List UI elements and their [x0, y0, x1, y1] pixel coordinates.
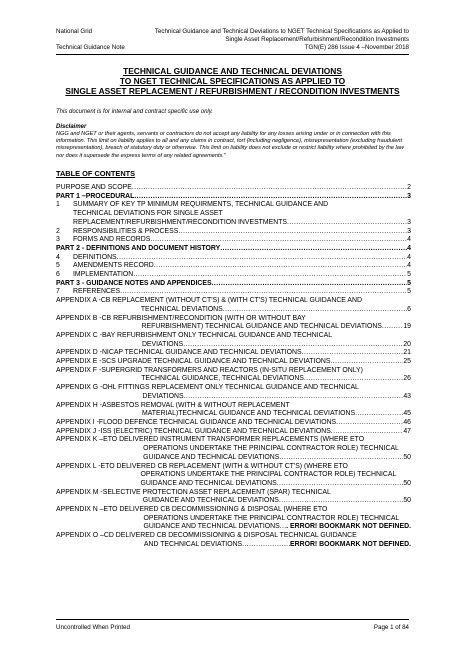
toc-leader-dots	[330, 358, 403, 367]
toc-entry-body	[73, 271, 411, 280]
toc-entry[interactable]	[56, 245, 411, 254]
page-number: Page 1 of 84	[373, 624, 409, 631]
header-title-line2: Single Asset Replacement/Refurbishment/Recondition Investments	[225, 36, 409, 43]
toc-entry-number: 7	[56, 288, 60, 296]
toc-page-number: 26	[403, 375, 411, 383]
toc-entry-body	[102, 358, 411, 367]
toc-entry[interactable]	[56, 315, 411, 332]
toc-entry-number: 3	[56, 236, 60, 244]
toc-entry[interactable]	[56, 463, 411, 489]
toc-leader-dots	[279, 497, 403, 506]
toc-entry-text: REPLACEMENT/REFURBISHMENT/RECONDITION INVESTMENTS	[73, 218, 288, 226]
toc-leader-dots	[336, 419, 403, 428]
toc-entry-number: APPENDIX J -	[56, 427, 101, 435]
toc-entry-number: APPENDIX F -	[56, 366, 102, 374]
toc-leader-dots	[223, 306, 407, 315]
toc-entry-line	[73, 288, 411, 297]
toc-page-number: 21	[403, 349, 411, 357]
toc-entry-line	[103, 454, 411, 463]
toc-entry[interactable]	[56, 297, 411, 314]
toc-page-number: 50	[403, 479, 411, 487]
toc-entry-body	[73, 201, 411, 227]
toc-entry[interactable]	[56, 236, 411, 245]
toc-entry-text: PART 1 –PROCEDURAL	[56, 192, 135, 200]
toc-entry-line: OHL FITTINGS REPLACEMENT ONLY TECHNICAL GUIDANCE AND TECHNICAL	[102, 384, 359, 392]
toc-entry-body	[73, 228, 411, 237]
toc-entry-body	[56, 184, 411, 193]
toc-entry-text: FLOOD DEFENCE TECHNICAL GUIDANCE AND TECHNICAL DEVIATIONS	[98, 418, 337, 426]
toc-page-number: 5	[407, 279, 411, 287]
toc-entry-text: REFURBISHMENT) TECHNICAL GUIDANCE AND TECHNICAL DEVIATIONS	[141, 323, 382, 331]
toc-leader-dots	[382, 323, 403, 332]
footer-rule	[56, 619, 409, 620]
toc-entry-text: GUIDANCE AND TECHNICAL DEVIATIONS	[143, 523, 280, 531]
toc-entry[interactable]	[56, 349, 411, 358]
toc-entry-body	[104, 532, 411, 549]
toc-entry-body	[99, 419, 411, 428]
toc-entry[interactable]	[56, 358, 411, 367]
toc-page-number: 6	[407, 305, 411, 313]
toc-entry-body	[101, 367, 411, 384]
toc-entry-text: FORMS AND RECORDS	[73, 236, 151, 244]
disclaimer-text: NGG and NGET or their agents, servants or contractors do not accept any liability for any losses arising under or in connection with this information. This limit on liability applies to all and any claims in contract, tort (including negligence), misrepresentation (excluding fraudulent misrepresentation), breach of statutory duty or otherwise. This limit on liability does not exclude or restrict liability where prohibited by the law nor does it supersede the express terms of any related agreements."	[56, 131, 404, 159]
org-name: National Grid	[56, 28, 93, 35]
toc-page-number: 3	[407, 192, 411, 200]
toc-entry[interactable]	[56, 532, 411, 549]
toc-entry[interactable]	[56, 384, 411, 401]
toc-entry-line	[73, 236, 411, 245]
toc-entry-line: OPERATIONS UNDERTAKE THE PRINCIPAL CONTRACTOR ROLE) TECHNICAL	[143, 514, 400, 522]
toc-entry[interactable]	[56, 288, 411, 297]
toc-entry-text: RESPONSIBILITIES & PROCESS	[73, 227, 179, 235]
toc-entry-line: BAY REFURBISHMENT ONLY TECHNICAL GUIDANCE AND TECHNICAL	[101, 331, 333, 339]
toc-leader-dots	[287, 219, 407, 228]
toc-entry-line	[73, 262, 411, 271]
internal-use-note: This document is for internal and contract specific use only.	[56, 109, 213, 115]
toc-entry-number: APPENDIX M -	[56, 488, 103, 496]
table-of-contents	[56, 184, 411, 550]
toc-entry-number: 1	[56, 201, 60, 209]
footer-left: Uncontrolled When Printed	[56, 624, 130, 631]
toc-entry-line	[99, 419, 411, 428]
toc-entry[interactable]	[56, 271, 411, 280]
toc-entry-line	[102, 323, 411, 332]
document-title	[56, 66, 409, 96]
toc-leader-dots	[117, 254, 408, 263]
toc-entry-line: CB REFURBISHMENT/RECONDITION (WITH OR WITHOUT BAY	[101, 314, 306, 322]
toc-entry-body	[56, 280, 411, 289]
toc-leader-dots	[355, 410, 403, 419]
toc-page-number: 4	[407, 236, 411, 244]
toc-entry-line	[103, 497, 411, 506]
toc-entry-line: OPERATIONS UNDERTAKE THE PRINCIPAL CONTRACTOR ROLE) TECHNICAL	[143, 445, 399, 453]
toc-page-number: 5	[407, 271, 411, 279]
toc-entry-text: IMPLEMENTATION	[73, 271, 134, 279]
toc-page-number: 20	[403, 340, 411, 348]
toc-entry-line	[56, 280, 411, 289]
toc-page-number: 5	[407, 288, 411, 296]
toc-leader-dots	[277, 480, 404, 489]
toc-entry[interactable]	[56, 419, 411, 428]
toc-entry-line: CB REPLACEMENT (WITHOUT CT'S) & (WITH CT'S) TECHNICAL GUIDANCE AND	[100, 297, 362, 305]
header-ref: TGN(E) 286 Issue 4 –November 2018	[304, 44, 409, 51]
toc-entry-number: 2	[56, 227, 60, 235]
toc-entry-line	[73, 271, 411, 280]
toc-entry-body	[101, 463, 411, 489]
toc-page-number: ERROR! BOOKMARK NOT DEFINED.	[290, 540, 411, 548]
toc-entry[interactable]	[56, 489, 411, 506]
toc-entry-number: APPENDIX E -	[56, 358, 102, 366]
toc-entry-text: PURPOSE AND SCOPE	[56, 184, 132, 191]
toc-entry-text: GUIDANCE AND TECHNICAL DEVIATIONS	[140, 479, 277, 487]
toc-leader-dots	[150, 236, 407, 245]
toc-entry-line	[73, 228, 411, 237]
toc-entry-body	[101, 297, 411, 314]
toc-leader-dots	[133, 271, 407, 280]
toc-entry-text: DEVIATIONS	[142, 392, 184, 400]
toc-page-number: . ERROR! BOOKMARK NOT DEFINED.	[286, 523, 411, 531]
toc-entry[interactable]	[56, 201, 411, 227]
toc-entry-body	[103, 489, 411, 506]
toc-entry-line: SELECTIVE PROTECTION ASSET REPLACEMENT (SPAR) TECHNICAL	[102, 488, 331, 496]
toc-entry[interactable]	[56, 280, 411, 289]
toc-leader-dots	[178, 228, 407, 237]
toc-leader-dots	[242, 541, 290, 550]
toc-leader-dots	[120, 288, 407, 297]
toc-entry-line	[56, 245, 411, 254]
toc-entry-text: AMENDMENTS RECORD	[73, 262, 154, 270]
toc-heading: TABLE OF CONTENTS	[56, 169, 136, 178]
toc-entry[interactable]	[56, 228, 411, 237]
toc-leader-dots	[302, 349, 404, 358]
toc-entry-line	[73, 254, 411, 263]
toc-leader-dots	[183, 341, 403, 350]
toc-entry-text: TECHNICAL GUIDANCE, TECHNICAL DEVIATIONS	[141, 375, 304, 383]
toc-entry-number: APPENDIX N –	[56, 506, 104, 514]
toc-leader-dots	[132, 184, 407, 193]
toc-entry-body	[73, 236, 411, 245]
toc-entry-line: OPERATIONS UNDERTAKE THE PRINCIPAL CONTRACTOR ROLE) TECHNICAL	[140, 471, 397, 479]
toc-page-number: 25	[403, 358, 411, 366]
toc-entry-line: SUMMARY OF KEY TP MINIMUM REQUIRMENTS, TECHNICAL GUIDANCE AND	[73, 201, 329, 209]
toc-entry-line	[56, 193, 411, 202]
toc-entry-line	[102, 341, 411, 350]
toc-entry-body	[102, 332, 411, 349]
toc-entry-body	[73, 254, 411, 263]
toc-entry-number: APPENDIX D -	[56, 349, 102, 357]
toc-entry-text: DEVIATIONS	[141, 340, 184, 348]
toc-entry-body	[102, 349, 411, 358]
toc-entry[interactable]	[56, 436, 411, 462]
toc-page-number: 46	[403, 418, 411, 426]
toc-entry-number: APPENDIX B -	[56, 314, 102, 322]
toc-entry-line	[101, 480, 411, 489]
toc-entry[interactable]	[56, 262, 411, 271]
toc-entry-line	[101, 306, 411, 315]
toc-entry-text: NICAP TECHNICAL GUIDANCE AND TECHNICAL DEVIATIONS	[101, 349, 302, 357]
toc-page-number: 4	[407, 253, 411, 261]
toc-entry-number: 5	[56, 262, 60, 270]
header-title-line1: Technical Guidance and Technical Deviations to NGET Technical Specifications as Applied to	[154, 28, 409, 35]
toc-entry-line: ETO DELIVERED CB REPLACEMENT (WITH & WITHOUT CT'S) (WHERE ETO	[100, 462, 348, 470]
toc-entry-number: 6	[56, 271, 60, 279]
toc-entry-text: MATERIAL)TECHNICAL GUIDANCE AND TECHNICAL DEVIATIONS	[141, 410, 356, 418]
toc-entry-line	[102, 349, 411, 358]
toc-entry-line	[102, 393, 411, 402]
toc-page-number: 3	[407, 218, 411, 226]
toc-entry[interactable]	[56, 332, 411, 349]
toc-entry-text: REFERENCES	[73, 288, 121, 296]
toc-entry-line	[102, 358, 411, 367]
toc-leader-dots	[212, 280, 408, 289]
toc-entry-number: APPENDIX H -	[56, 401, 102, 409]
toc-entry-line	[100, 428, 411, 437]
toc-page-number: 43	[403, 392, 411, 400]
toc-page-number: 2	[407, 184, 411, 191]
toc-entry-number: 4	[56, 253, 60, 261]
toc-entry-line	[101, 375, 411, 384]
toc-entry-line: ETO DELIVERED INSTRUMENT TRANSFORMER REPLACEMENTS (WHERE ETO	[103, 436, 365, 444]
toc-entry[interactable]	[56, 428, 411, 437]
toc-entry-body	[56, 193, 411, 202]
toc-entry[interactable]	[56, 254, 411, 263]
toc-entry[interactable]	[56, 184, 411, 193]
toc-entry-body	[102, 315, 411, 332]
toc-entry-text: GUIDANCE AND TECHNICAL DEVIATIONS	[143, 453, 280, 461]
toc-entry-text: GUIDANCE AND TECHNICAL DEVIATIONS	[142, 497, 279, 505]
header-right	[139, 28, 409, 52]
toc-page-number: 4	[407, 244, 411, 252]
toc-entry-number: APPENDIX G -	[56, 384, 103, 392]
toc-leader-dots	[304, 375, 403, 384]
toc-entry-text: PART 2 - DEFINITIONS AND DOCUMENT HISTORY	[56, 244, 221, 252]
document-title-line1: TECHNICAL GUIDANCE AND TECHNICAL DEVIATIONS	[123, 66, 342, 76]
toc-leader-dots	[134, 193, 407, 202]
toc-entry-body	[100, 428, 411, 437]
toc-entry-line	[104, 541, 411, 550]
toc-leader-dots	[331, 428, 404, 437]
toc-entry-line: SUPERGRID TRANSFORMERS AND REACTORS (IN-SITU REPLACEMENT ONLY)	[101, 366, 363, 374]
disclaimer-heading: Disclaimer	[56, 124, 87, 130]
toc-leader-dots	[184, 393, 404, 402]
toc-entry-body	[73, 288, 411, 297]
toc-page-number: 45	[403, 410, 411, 418]
toc-entry-body	[103, 506, 411, 532]
toc-entry-text: AND TECHNICAL DEVIATIONS	[143, 540, 243, 548]
toc-page-number: 4	[407, 262, 411, 270]
toc-page-number: 3	[407, 227, 411, 235]
header-left	[56, 28, 125, 52]
toc-entry-line	[56, 184, 411, 193]
toc-entry-body	[56, 245, 411, 254]
doc-type: Technical Guidance Note	[56, 44, 125, 51]
toc-entry-line: ETO DELIVERED CB DECOMMISSIONING & DISPOSAL (WHERE ETO	[103, 506, 328, 514]
toc-entry-line	[103, 523, 411, 532]
toc-entry[interactable]	[56, 402, 411, 419]
toc-leader-dots	[279, 454, 403, 463]
toc-leader-dots	[154, 262, 407, 271]
toc-entry[interactable]	[56, 506, 411, 532]
toc-entry-body	[103, 436, 411, 462]
toc-entry-text: PART 3 - GUIDANCE NOTES AND APPENDICES	[56, 279, 212, 287]
toc-entry-text: SCS UPGRADE TECHNICAL GUIDANCE AND TECHNICAL DEVIATIONS	[101, 358, 331, 366]
toc-entry-text: TECHNICAL DEVIATIONS	[140, 305, 223, 313]
toc-entry-line	[102, 410, 411, 419]
toc-entry-number: APPENDIX C -	[56, 331, 102, 339]
toc-entry[interactable]	[56, 367, 411, 384]
toc-entry-number: APPENDIX K –	[56, 436, 104, 444]
toc-entry-body	[73, 262, 411, 271]
toc-entry-line: ASBESTOS REMOVAL (WITH & WITHOUT REPLACEMENT	[101, 401, 290, 409]
document-title-line3: SINGLE ASSET REPLACEMENT / REFURBISHMENT / RECONDITION INVESTMENTS	[65, 86, 400, 96]
toc-entry[interactable]	[56, 193, 411, 202]
toc-leader-dots	[220, 245, 407, 254]
toc-entry-number: APPENDIX I -	[56, 418, 99, 426]
toc-entry-line: CD DELIVERED CB DECOMMISSIONING & DISPOSAL TECHNICAL GUIDANCE	[103, 532, 357, 540]
toc-entry-text: ISS (ELECTRIC) TECHNICAL GUIDANCE AND TECHNICAL DEVIATIONS	[100, 427, 331, 435]
toc-entry-body	[102, 384, 411, 401]
toc-entry-line: TECHNICAL DEVIATIONS FOR SINGLE ASSET	[73, 210, 223, 218]
document-title-line2: TO NGET TECHNICAL SPECIFICATIONS AS APPLIED TO	[119, 76, 346, 86]
toc-page-number: 50	[403, 453, 411, 461]
toc-entry-number: APPENDIX L -	[56, 462, 101, 470]
toc-entry-body	[102, 402, 411, 419]
toc-entry-text: DEFINITIONS	[73, 253, 117, 261]
header-rule	[56, 54, 409, 55]
toc-entry-number: APPENDIX A -	[56, 297, 101, 305]
toc-entry-number: APPENDIX O –	[56, 532, 104, 540]
toc-entry-line	[73, 219, 411, 228]
toc-page-number: 47	[403, 427, 411, 435]
toc-page-number: 19	[403, 323, 411, 331]
toc-page-number: 50	[403, 497, 411, 505]
